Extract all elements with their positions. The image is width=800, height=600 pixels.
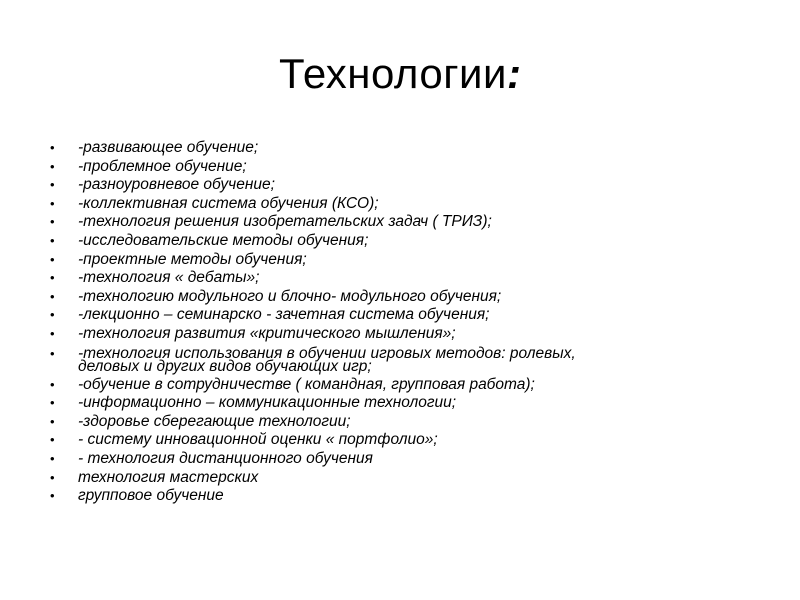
list-item-text: -разноуровневое обучение;: [78, 176, 275, 194]
list-item: [50, 469, 750, 488]
list-item-text: -проблемное обучение;: [78, 157, 247, 175]
list-item-text: -лекционно – семинарско - зачетная система обучения;: [78, 306, 490, 324]
list-item-text: -коллективная система обучения (КСО);: [78, 194, 379, 212]
list-item: [50, 158, 750, 177]
list-item-text: -исследовательские методы обучения;: [78, 231, 369, 249]
list-item-text: -технология развития «критического мышления»;: [78, 324, 456, 342]
list-item: [50, 306, 750, 325]
bullet-icon: •: [50, 307, 55, 323]
bullet-icon: •: [50, 345, 55, 361]
list-item-text: -проектные методы обучения;: [78, 250, 307, 268]
list-item-text: -информационно – коммуникационные технологии;: [78, 394, 457, 412]
technology-list: [50, 139, 750, 506]
list-item-text: -здоровье сберегающие технологии;: [78, 412, 351, 430]
list-item: [50, 269, 750, 288]
list-item: [50, 431, 750, 450]
list-item-text: групповое обучение: [78, 487, 224, 505]
slide-title: [0, 50, 800, 98]
bullet-icon: •: [50, 288, 55, 304]
bullet-icon: •: [50, 376, 55, 392]
list-item: [50, 213, 750, 232]
list-item: [50, 139, 750, 158]
bullet-icon: •: [50, 158, 55, 174]
list-item-text: -технология использования в обучении игровых методов: ролевых,: [78, 344, 576, 362]
list-item: [50, 450, 750, 469]
list-item: [50, 394, 750, 413]
list-item-text: -обучение в сотрудничестве ( командная, групповая работа);: [78, 375, 535, 393]
list-item: [50, 232, 750, 251]
list-item: [50, 176, 750, 195]
bullet-icon: •: [50, 195, 55, 211]
list-item-text: технология мастерских: [78, 468, 259, 486]
slide-title-text: Технологии: [279, 50, 507, 97]
list-item: [50, 195, 750, 214]
bullet-icon: •: [50, 469, 55, 485]
bullet-icon: •: [50, 270, 55, 286]
bullet-icon: •: [50, 395, 55, 411]
bullet-icon: •: [50, 450, 55, 466]
list-item-text: деловых и других видов обучающих игр;: [78, 357, 372, 375]
list-item-text: -технологию модульного и блочно- модульного обучения;: [78, 287, 502, 305]
bullet-icon: •: [50, 140, 55, 155]
bullet-icon: •: [50, 232, 55, 248]
list-item: [50, 344, 750, 376]
bullet-icon: •: [50, 177, 55, 193]
list-item: [50, 376, 750, 395]
slide-title-colon: :: [506, 50, 521, 97]
list-item: [50, 288, 750, 307]
bullet-icon: •: [50, 214, 55, 230]
list-item-text: - технология дистанционного обучения: [78, 449, 373, 467]
list-item: [50, 325, 750, 344]
list-item: [50, 251, 750, 270]
bullet-icon: •: [50, 325, 55, 341]
bullet-icon: •: [50, 432, 55, 448]
list-item-text: - систему инновационной оценки « портфолио»;: [78, 431, 438, 449]
list-item: [50, 413, 750, 432]
list-item-text: -развивающее обучение;: [78, 139, 259, 156]
list-item-text: -технология « дебаты»;: [78, 269, 260, 287]
bullet-icon: •: [50, 488, 55, 504]
bullet-icon: •: [50, 251, 55, 267]
list-item: [50, 487, 750, 506]
bullet-icon: •: [50, 413, 55, 429]
list-item-text: -технология решения изобретательских задач ( ТРИЗ);: [78, 213, 492, 231]
